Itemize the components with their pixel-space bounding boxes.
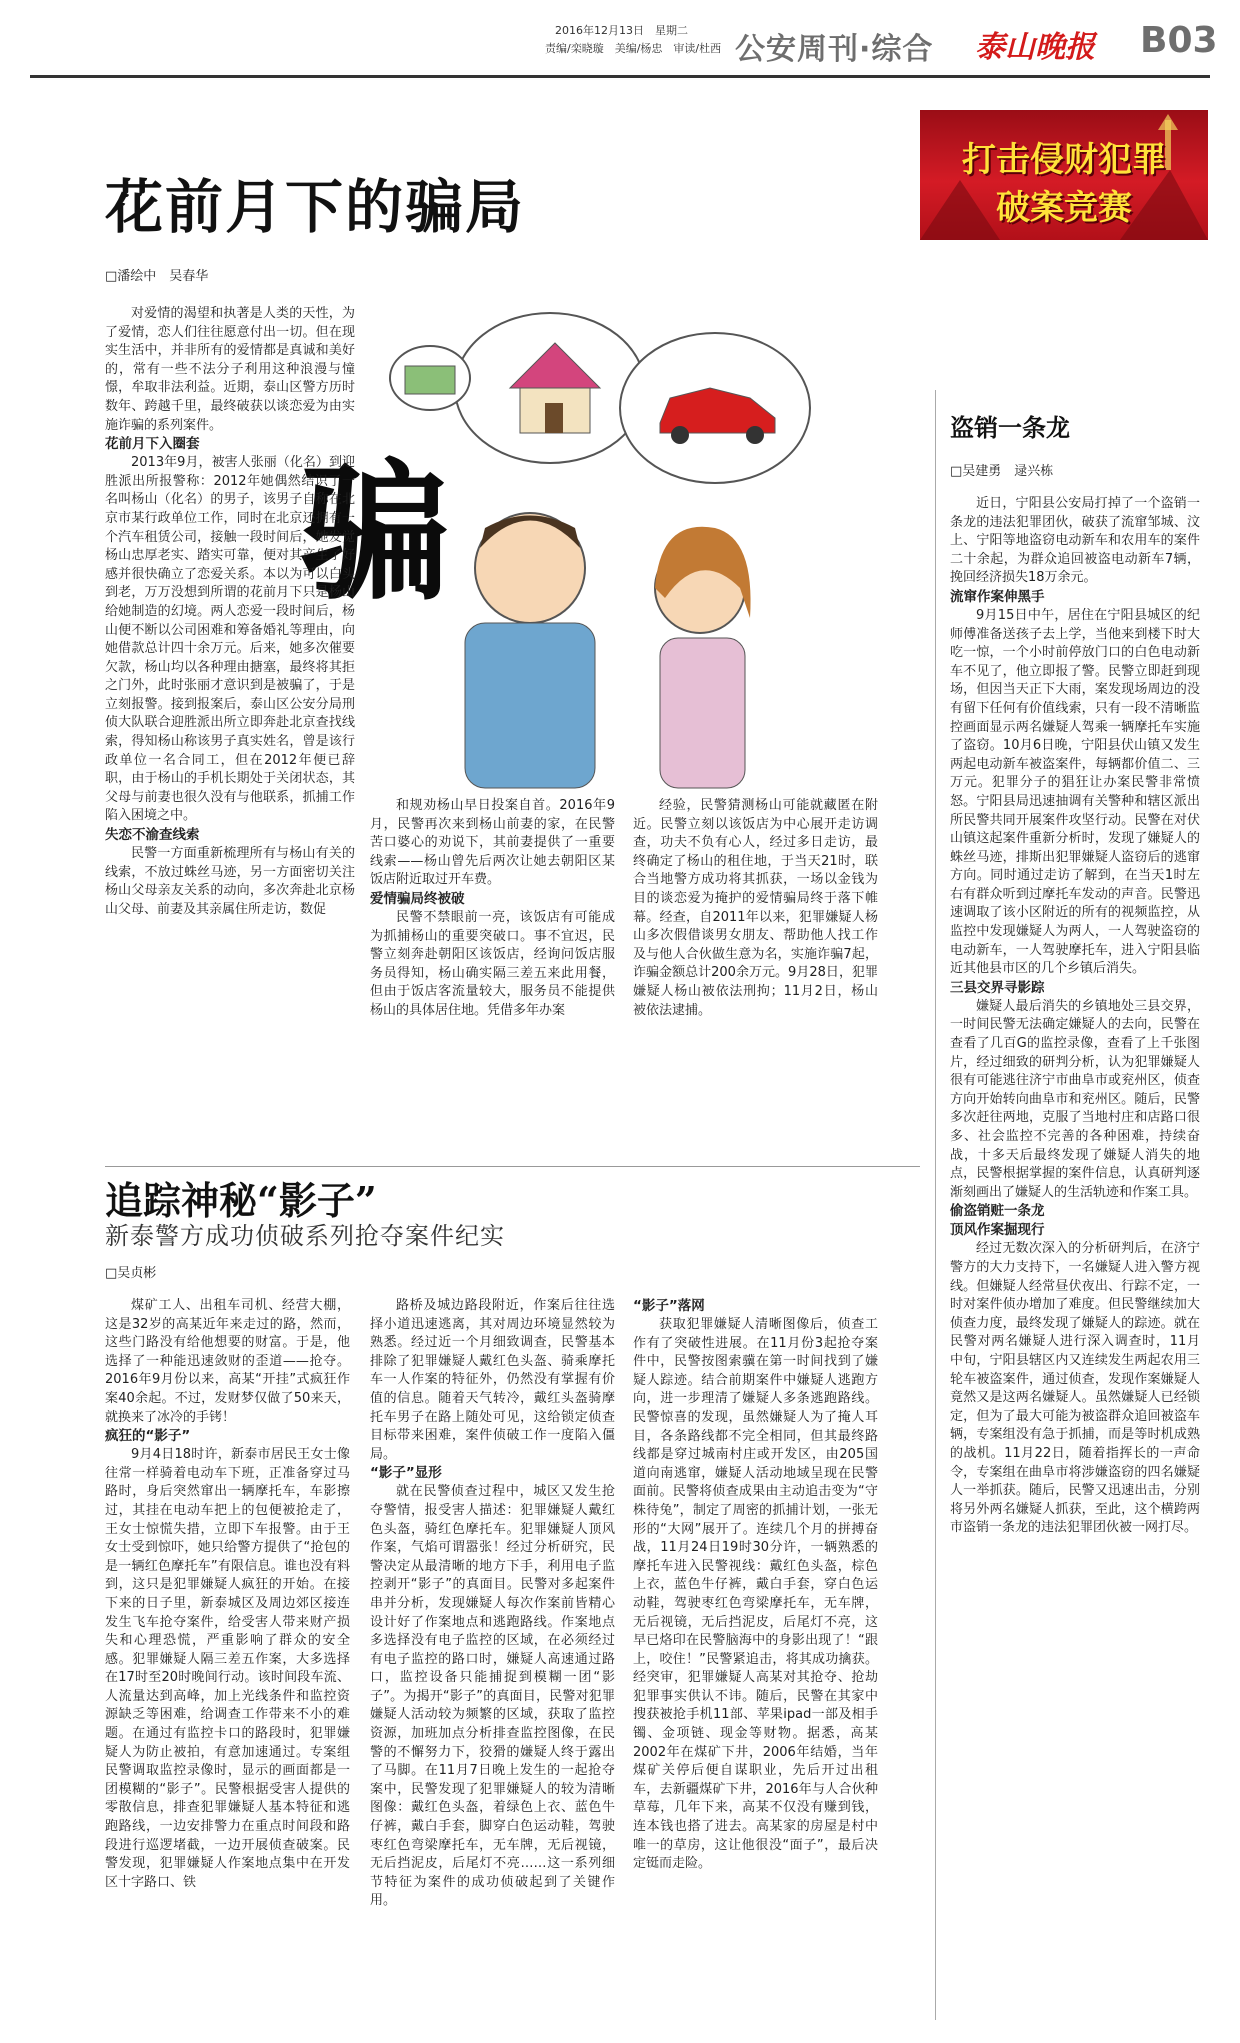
article-divider-horizontal [105,1166,920,1167]
banner-line-2: 破案竞赛 [996,188,1132,228]
article1-byline: □潘绘中 吴春华 [105,269,209,284]
article3-subhead-4: 顶风作案掘现行 [950,1222,1045,1239]
article3-para-4: 经过无数次深入的分析研判后，在济宁警方的大力支持下，一名嫌疑人进入警方视线。但嫌疑人经常昼伏夜出、行踪不定，一时对案件侦办增加了难度。但民警继续加大侦查力度，最终发现了嫌疑人的踪迹。就在民警对两名嫌疑人进行深入调查时，11月中旬，宁阳县辖区内又连续发生两起农用三轮车被盗案件，通过侦查，发现作案嫌疑人竟然又是这两名嫌疑人。虽然嫌疑人已经锁定，但为了最大可能为被盗群众追回被盗车辆，专案组没有急于抓捕，而是等时机成熟的战机。11月22日，随着指挥长的一声命令，专案组在曲阜市将涉嫌盗窃的四名嫌疑人一举抓获。随后，民警又迅速出击，分别将另外两名嫌疑人抓获，至此，这个横跨两市盗销一条龙的违法犯罪团伙被一网打尽。 [950,1241,1200,1536]
article1-subhead-1: 花前月下入圈套 [105,436,200,453]
article1-column-2 [370,797,615,1157]
masthead-date: 2016年12月13日 星期二 [555,24,688,37]
article3-subhead-2: 三县交界寻影踪 [950,979,1045,996]
article1-intro: 对爱情的渴望和执著是人类的天性，为了爱情，恋人们往往愿意付出一切。但在现实生活中，并非所有的爱情都是真诚和美好的，常有一些不法分子利用这种浪漫与憧憬，牟取非法利益。近期，泰山区警方历时数年、跨越千里，最终破获以谈恋爱为由实施诈骗的系列案件。 [105,306,355,433]
masthead-rule [30,75,1210,78]
article3-para-3: 嫌疑人最后消失的乡镇地处三县交界，一时间民警无法确定嫌疑人的去向，民警在查看了几百G的监控录像，查看了上千张图片，经过细致的研判分析，认为犯罪嫌疑人很有可能逃往济宁市曲阜市或兖州区，侦查方向开始转向曲阜市和兖州区。随后，民警多次赶往两地，克服了当地村庄和店路口很多、社会监控不完善的各种困难，持续奋战，十多天后最终发现了嫌疑人消失的地点，民警根据掌握的案件信息，认真研判逐渐刻画出了嫌疑人的生活轨迹和作案工具。 [950,998,1200,1200]
article1-para-1: 2013年9月，被害人张丽（化名）到迎胜派出所报警称：2012年她偶然结识了一名叫杨山（化名）的男子，该男子自称在北京市某行政单位工作，同时在北京还拥有一个汽车租赁公司，接触一段时间后，她发觉杨山忠厚老实、踏实可靠，便对其产生了好感并很快确立了恋爱关系。本以为可以白头到老，万万没想到所谓的花前月下只是杨山给她制造的幻境。两人恋爱一段时间后，杨山便不断以公司困难和筹备婚礼等理由，向她借款总计四十余万元。后来，她多次催要欠款，杨山均以各种理由搪塞，最终将其拒之门外，此时张丽才意识到是被骗了，于是立刻报警。接到报案后，泰山区公安分局刑侦大队联合迎胜派出所立即奔赴北京查找线索，得知杨山称该男子真实姓名，曾是该行政单位一名合同工，但在2012年便已辞职，由于杨山的手机长期处于关闭状态，其父母与前妻也很久没有与他联系，抓捕工作陷入困境之中。 [105,455,355,824]
article3-para-2: 9月15日中午，居住在宁阳县城区的纪师傅准备送孩子去上学，当他来到楼下时大吃一惊，一个小时前停放门口的白色电动新车不见了，他立即报了警。民警立即赶到现场，但因当天正下大雨，案发现场周边的没有留下任何有价值线索，只有一段不清晰监控画面显示两名嫌疑人驾乘一辆摩托车实施了盗窃。10月6日晚，宁阳县伏山镇又发生两起电动新车被盗案件，每辆都价值二、三万元。犯罪分子的猖狂让办案民警非常愤怒。宁阳县局迅速抽调有关警种和辖区派出所民警共同开展案件攻坚行动。民警在对伏山镇这起案件重新分析时，发现了嫌疑人的蛛丝马迹，排斯出犯罪嫌疑人盗窃后的逃窜方向。同时通过走访了解到，在当天1时左右有群众听到过摩托车发动的声音。民警迅速调取了该小区附近的所有的视频监控，从监控中发现嫌疑人为两人，一人驾驶盗窃的电动新车，一人驾驶摩托车，进入宁阳县临近其他县市区的几个乡镇后消失。 [950,607,1200,977]
article1-para-4: 民警不禁眼前一亮，该饭店有可能成为抓捕杨山的重要突破口。事不宜迟，民警立刻奔赴朝阳区该饭店，经询问饭店服务员得知，杨山确实隔三差五来此用餐，但由于饭店客流量较大，服务员不能提供杨山的具体居住地。凭借多年办案 [370,909,615,1018]
article2-subhead-1: 疯狂的“影子” [105,1428,191,1445]
article1-subhead-2: 失恋不渝查线索 [105,827,200,844]
article1-column-3 [633,797,878,1157]
article2-subhead-2: “影子”显形 [370,1465,442,1482]
article1-illustration [300,298,820,788]
article2-byline: □吴贞彬 [105,1266,157,1281]
article2-subhead-3: “影子”落网 [633,1298,705,1314]
article1-column-1 [105,305,355,917]
article2-column-2 [370,1297,615,2032]
article-divider-vertical [935,390,936,2020]
article1-para-5: 经验，民警猜测杨山可能就藏匿在附近。民警立刻以该饭店为中心展开走访调查，功夫不负有心人，经过多日走访，最终确定了杨山的租住地，于当天21时，联合当地警方成功将其抓获，一场以金钱为目的谈恋爱为掩护的爱情骗局终于落下帷幕。经查，自2011年以来，犯罪嫌疑人杨山多次假借谈男女朋友、帮助他人找工作及与他人合伙做生意为名，实施诈骗7起，诈骗金额总计200余万元。9月28日，犯罪嫌疑人杨山被依法刑拘；11月2日，杨山被依法逮捕。 [633,798,878,1018]
page-number: B03 [1140,20,1218,61]
article3-subhead-3: 偷盗销赃一条龙 [950,1203,1045,1220]
article2-para-3: 路桥及城边路段附近，作案后往往选择小道迅速逃离，其对周边环境显然较为熟悉。经过近一个月细致调查，民警基本排除了犯罪嫌疑人戴红色头盔、骑乘摩托车一人作案的特征外，仍然没有掌握有价值的信息。随着天气转冷，戴红头盔骑摩托车男子在路上随处可见，这给锁定侦查目标带来困难，案件侦破工作一度陷入僵局。 [370,1298,615,1462]
section-title: 公安周刊·综合 [735,32,934,67]
article1-subhead-3: 爱情骗局终被破 [370,890,465,907]
article2-column-3 [633,1297,878,2032]
article3-byline: □吴建勇 逯兴栋 [950,464,1054,479]
article2-para-1: 煤矿工人、出租车司机、经营大棚，这是32岁的高某近年来走过的路，然而，这些门路没有给他想要的财富。于是，他选择了一种能迅速敛财的歪道——抢夺。2016年9月份以来，高某“开挂”式疯狂作案40余起。不过，发财梦仅做了50来天，就换来了冰冷的手铐！ [105,1298,350,1425]
paper-logo: 泰山晚报 [975,30,1095,65]
article3-subhead-1: 流窜作案伸黑手 [950,588,1045,605]
illustration-character: 骗 [300,445,451,621]
article1-para-2: 民警一方面重新梳理所有与杨山有关的线索，不放过蛛丝马迹，另一方面密切关注杨山父母亲友关系的动向，多次奔赴北京杨山父母、前妻及其亲属住所走访，数促 [105,846,355,917]
banner-line-1: 打击侵财犯罪 [962,140,1166,180]
article1-para-3: 和规劝杨山早日投案自首。2016年9月，民警再次来到杨山前妻的家，在民警苦口婆心的劝说下，其前妻提供了一重要线索——杨山曾先后两次让她去朝阳区某饭店附近取过开车费。 [370,798,615,888]
article3-title: 盗销一条龙 [950,414,1070,442]
article2-para-2: 9月4日18时许，新泰市居民王女士像往常一样骑着电动车下班，正准备穿过马路时，身后突然窜出一辆摩托车，车影擦过，其挂在电动车把上的包便被抢走了，王女士惊慌失措，立即下车报警。由于王女士受到惊吓，她只给警方提供了“抢包的是一辆红色摩托车”有限信息。谁也没有料到，这只是犯罪嫌疑人疯狂的开始。在接下来的日子里，新泰城区及周边郊区接连发生飞车抢夺案件，给受害人带来财产损失和心理恐慌，严重影响了群众的安全感。犯罪嫌疑人隔三差五作案，大多选择在17时至20时晚间行动。该时间段车流、人流量达到高峰，加上光线条件和监控资源缺乏等困难，给调查工作带来不小的难题。在通过有监控卡口的路段时，犯罪嫌疑人为防止被拍，有意加速通过。专案组民警调取监控录像时，显示的画面都是一团模糊的“影子”。民警根据受害人提供的零散信息，排查犯罪嫌疑人基本特征和逃跑路线，一边安排警力在重点时间段和路段进行巡逻堵截，一边开展侦查破案。民警发现，犯罪嫌疑人作案地点集中在开发区十字路口、铁 [105,1447,350,1890]
article3-column [950,495,1200,2025]
article2-title: 追踪神秘“影子” [105,1178,377,1223]
article1-title: 花前月下的骗局 [105,173,526,241]
article3-para-1: 近日，宁阳县公安局打掉了一个盗销一条龙的违法犯罪团伙，破获了流窜邹城、汶上、宁阳等地盗窃电动新车和农用车的案件二十余起，为群众追回被盗电动新车7辆，挽回经济损失18万余元。 [950,496,1200,586]
masthead-editors: 责编/栾晓璇 美编/杨忠 审读/杜西 [545,42,722,55]
article2-subtitle: 新泰警方成功侦破系列抢夺案件纪实 [105,1222,505,1250]
article2-column-1 [105,1297,350,2032]
article2-para-5: 获取犯罪嫌疑人清晰图像后，侦查工作有了突破性进展。在11月份3起抢夺案件中，民警按图索骥在第一时间找到了嫌疑人踪迹。结合前期案件中嫌疑人逃跑方向，进一步理清了嫌疑人多条逃跑路线。民警惊喜的发现，虽然嫌疑人为了掩人耳目，各条路线都不完全相同，但其最终路线都是穿过城南村庄或开发区，由205国道向南逃窜，嫌疑人活动地域呈现在民警面前。民警将侦查成果由主动追击变为“守株待兔”，制定了周密的抓捕计划，一张无形的“大网”展开了。连续几个月的拼搏奋战，11月24日19时30分许，一辆熟悉的摩托车进入民警视线：戴红色头盔，棕色上衣，蓝色牛仔裤，戴白手套，穿白色运动鞋，驾驶枣红色弯梁摩托车，无车牌，无后视镜，无后挡泥皮，后尾灯不亮，这早已烙印在民警脑海中的身影出现了！“跟上，咬住！”民警紧追击，将其成功擒获。经突审，犯罪嫌疑人高某对其抢夺、抢劫犯罪事实供认不讳。随后，民警在其家中搜获被抢手机11部、苹果ipad一部及相手镯、金项链、现金等财物。据悉，高某2002年在煤矿下井，2006年结婚，当年煤矿关停后便自谋职业，先后开过出租车，去新疆煤矿下井，2016年与人合伙种草莓，几年下来，高某不仅没有赚到钱，连本钱也搭了进去。高某家的房屋是村中唯一的草房，这让他很没“面子”，最后决定铤而走险。 [633,1317,878,1872]
campaign-banner [920,110,1208,240]
article2-para-4: 就在民警侦查过程中，城区又发生抢夺警情，报受害人描述：犯罪嫌疑人戴红色头盔，骑红色摩托车。犯罪嫌疑人顶风作案，气焰可谓嚣张！经过分析研究，民警决定从最清晰的地方下手，利用电子监控剥开“影子”的真面目。民警对多起案件串并分析，发现嫌疑人每次作案前皆精心设计好了作案地点和逃跑路线。作案地点多选择没有电子监控的区域，在必须经过有电子监控的路口时，嫌疑人高速通过路口，监控设备只能捕捉到模糊一团“影子”。为揭开“影子”的真面目，民警对犯罪嫌疑人活动较为频繁的区域，获取了监控资源，加班加点分析排查监控图像，在民警的不懈努力下，狡猾的嫌疑人终于露出了马脚。在11月7日晚上发生的一起抢夺案中，民警发现了犯罪嫌疑人的较为清晰图像：戴红色头盔，着绿色上衣、蓝色牛仔裤，戴白手套，脚穿白色运动鞋，驾驶枣红色弯梁摩托车，无车牌，无后视镜，无后挡泥皮，后尾灯不亮……这一系列细节特征为案件的成功侦破起到了关键作用。 [370,1484,615,1909]
